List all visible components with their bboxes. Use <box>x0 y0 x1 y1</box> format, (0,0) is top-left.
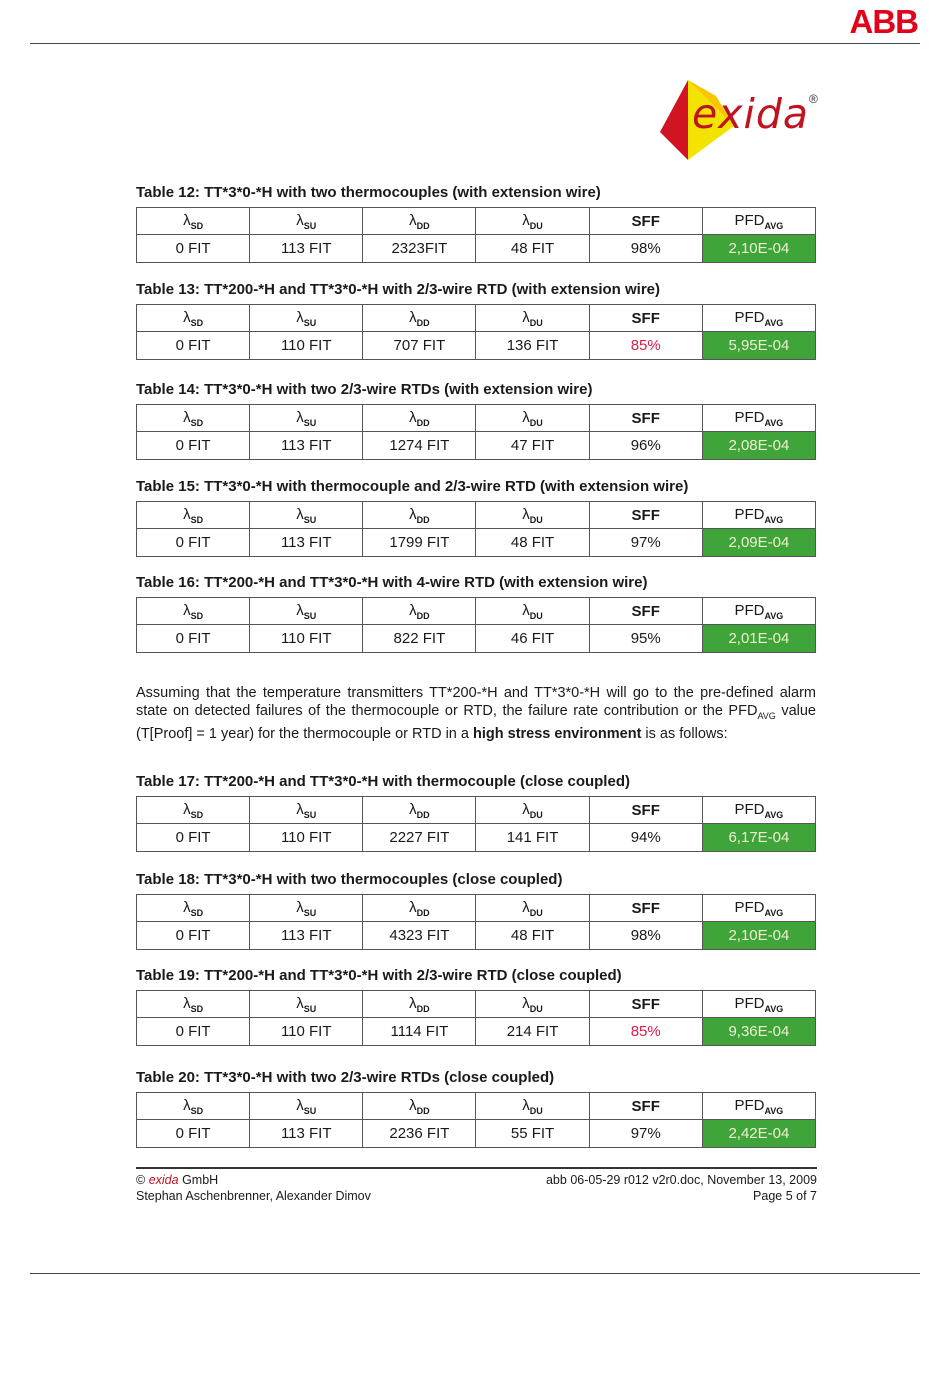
cell-sff: 98% <box>589 922 702 950</box>
cell-pfd-avg: 2,42E-04 <box>702 1120 815 1148</box>
header-lambda-dd: $\lambda_{DD}$ <box>363 598 476 625</box>
cell-lambda-su: 110 FIT <box>250 1018 363 1046</box>
cell-lambda-sd: 0 FIT <box>137 824 250 852</box>
header-lambda-sd: $\lambda_{SD}$ <box>137 895 250 922</box>
header-pfd-avg: $PFD_{AVG}$ <box>702 208 815 235</box>
failure-rate-table <box>136 990 816 1046</box>
table-header-row <box>137 1093 816 1120</box>
cell-lambda-su: 110 FIT <box>250 824 363 852</box>
header-lambda-sd: $\lambda_{SD}$ <box>137 208 250 235</box>
cell-lambda-sd: 0 FIT <box>137 332 250 360</box>
cell-lambda-du: 46 FIT <box>476 625 589 653</box>
footer-right <box>436 1172 817 1204</box>
header-lambda-su: $\lambda_{SU}$ <box>250 502 363 529</box>
header-lambda-du: $\lambda_{DU}$ <box>476 305 589 332</box>
cell-lambda-sd: 0 FIT <box>137 529 250 557</box>
header-sff: SFF <box>589 305 702 332</box>
cell-lambda-su: 110 FIT <box>250 332 363 360</box>
cell-lambda-dd: 707 FIT <box>363 332 476 360</box>
table-row <box>137 824 816 852</box>
cell-sff: 96% <box>589 432 702 460</box>
header-lambda-su: $\lambda_{SU}$ <box>250 208 363 235</box>
header-pfd-avg: $PFD_{AVG}$ <box>702 1093 815 1120</box>
header-lambda-du: $\lambda_{DU}$ <box>476 405 589 432</box>
header-pfd-avg: $PFD_{AVG}$ <box>702 502 815 529</box>
page-bottom-rule <box>30 1273 920 1274</box>
header-lambda-du: $\lambda_{DU}$ <box>476 895 589 922</box>
header-lambda-su: $\lambda_{SU}$ <box>250 895 363 922</box>
paragraph-text-1: Assuming that the temperature transmitters TT*200-*H and TT*3*0-*H will go to the pre-defined alarm state on detected failures of the thermocouple or RTD, the failure rate contribution or the PFD <box>136 685 816 720</box>
header-lambda-su: $\lambda_{SU}$ <box>250 797 363 824</box>
cell-lambda-du: 48 FIT <box>476 529 589 557</box>
header-sff: SFF <box>589 405 702 432</box>
cell-lambda-su: 110 FIT <box>250 625 363 653</box>
registered-mark: ® <box>809 92 818 106</box>
table-row <box>137 625 816 653</box>
header-lambda-sd: $\lambda_{SD}$ <box>137 305 250 332</box>
table-block <box>136 1068 816 1148</box>
header-lambda-sd: $\lambda_{SD}$ <box>137 405 250 432</box>
table-row <box>137 235 816 263</box>
header-sff: SFF <box>589 991 702 1018</box>
header-sff: SFF <box>589 208 702 235</box>
cell-lambda-su: 113 FIT <box>250 1120 363 1148</box>
table-caption: Table 14: TT*3*0-*H with two 2/3-wire RTDs (with extension wire) <box>136 381 593 398</box>
table-row <box>137 432 816 460</box>
failure-rate-table <box>136 597 816 653</box>
header-pfd-avg: $PFD_{AVG}$ <box>702 991 815 1018</box>
footer-company-italic: exida <box>148 1173 179 1187</box>
cell-sff: 85% <box>589 332 702 360</box>
table-row <box>137 1018 816 1046</box>
footer-company: GmbH <box>178 1173 219 1187</box>
cell-pfd-avg: 2,01E-04 <box>702 625 815 653</box>
failure-rate-table <box>136 1092 816 1148</box>
table-header-row <box>137 305 816 332</box>
header-lambda-dd: $\lambda_{DD}$ <box>363 797 476 824</box>
table-block <box>136 966 816 1046</box>
header-lambda-dd: $\lambda_{DD}$ <box>363 208 476 235</box>
header-lambda-sd: $\lambda_{SD}$ <box>137 598 250 625</box>
failure-rate-table <box>136 501 816 557</box>
cell-sff: 85% <box>589 1018 702 1046</box>
paragraph-text-3: is as follows: <box>641 726 728 743</box>
header-lambda-su: $\lambda_{SU}$ <box>250 1093 363 1120</box>
cell-lambda-du: 55 FIT <box>476 1120 589 1148</box>
cell-lambda-dd: 2227 FIT <box>363 824 476 852</box>
header-lambda-su: $\lambda_{SU}$ <box>250 991 363 1018</box>
header-lambda-dd: $\lambda_{DD}$ <box>363 1093 476 1120</box>
table-block <box>136 183 816 263</box>
header-lambda-sd: $\lambda_{SD}$ <box>137 991 250 1018</box>
table-caption: Table 17: TT*200-*H and TT*3*0-*H with thermocouple (close coupled) <box>136 773 630 790</box>
exida-wordmark: exida <box>692 90 810 138</box>
cell-lambda-su: 113 FIT <box>250 235 363 263</box>
failure-rate-table <box>136 304 816 360</box>
cell-pfd-avg: 9,36E-04 <box>702 1018 815 1046</box>
table-caption: Table 13: TT*200-*H and TT*3*0-*H with 2/3-wire RTD (with extension wire) <box>136 281 660 298</box>
header-lambda-du: $\lambda_{DU}$ <box>476 208 589 235</box>
cell-lambda-sd: 0 FIT <box>137 1120 250 1148</box>
table-caption: Table 19: TT*200-*H and TT*3*0-*H with 2/3-wire RTD (close coupled) <box>136 967 622 984</box>
header-lambda-sd: $\lambda_{SD}$ <box>137 502 250 529</box>
header-lambda-dd: $\lambda_{DD}$ <box>363 991 476 1018</box>
cell-lambda-du: 48 FIT <box>476 235 589 263</box>
table-caption: Table 12: TT*3*0-*H with two thermocouples (with extension wire) <box>136 184 601 201</box>
failure-rate-table <box>136 404 816 460</box>
footer-authors: Stephan Aschenbrenner, Alexander Dimov <box>136 1189 371 1203</box>
table-header-row <box>137 797 816 824</box>
cell-lambda-sd: 0 FIT <box>137 1018 250 1046</box>
header-lambda-du: $\lambda_{DU}$ <box>476 1093 589 1120</box>
cell-lambda-su: 113 FIT <box>250 432 363 460</box>
header-lambda-su: $\lambda_{SU}$ <box>250 305 363 332</box>
header-sff: SFF <box>589 1093 702 1120</box>
cell-lambda-dd: 1274 FIT <box>363 432 476 460</box>
cell-lambda-su: 113 FIT <box>250 529 363 557</box>
footer-rule <box>136 1167 817 1169</box>
header-pfd-avg: $PFD_{AVG}$ <box>702 405 815 432</box>
cell-pfd-avg: 2,09E-04 <box>702 529 815 557</box>
table-block <box>136 772 816 852</box>
header-lambda-du: $\lambda_{DU}$ <box>476 502 589 529</box>
header-sff: SFF <box>589 502 702 529</box>
header-lambda-su: $\lambda_{SU}$ <box>250 598 363 625</box>
table-header-row <box>137 991 816 1018</box>
table-row <box>137 332 816 360</box>
header-lambda-dd: $\lambda_{DD}$ <box>363 502 476 529</box>
table-header-row <box>137 208 816 235</box>
failure-rate-table <box>136 894 816 950</box>
table-row <box>137 1120 816 1148</box>
header-lambda-su: $\lambda_{SU}$ <box>250 405 363 432</box>
cell-pfd-avg: 2,08E-04 <box>702 432 815 460</box>
cell-lambda-sd: 0 FIT <box>137 432 250 460</box>
cell-sff: 98% <box>589 235 702 263</box>
header-sff: SFF <box>589 895 702 922</box>
table-caption: Table 15: TT*3*0-*H with thermocouple and 2/3-wire RTD (with extension wire) <box>136 478 689 495</box>
cell-lambda-dd: 1114 FIT <box>363 1018 476 1046</box>
table-block <box>136 477 816 557</box>
cell-sff: 95% <box>589 625 702 653</box>
cell-sff: 97% <box>589 529 702 557</box>
table-header-row <box>137 895 816 922</box>
header-lambda-du: $\lambda_{DU}$ <box>476 797 589 824</box>
table-caption: Table 20: TT*3*0-*H with two 2/3-wire RTDs (close coupled) <box>136 1069 555 1086</box>
table-row <box>137 529 816 557</box>
cell-sff: 94% <box>589 824 702 852</box>
table-header-row <box>137 502 816 529</box>
header-sff: SFF <box>589 598 702 625</box>
footer-docref: abb 06-05-29 r012 v2r0.doc, November 13, 2009 <box>545 1173 817 1187</box>
cell-pfd-avg: 2,10E-04 <box>702 922 815 950</box>
table-block <box>136 280 816 360</box>
header-lambda-sd: $\lambda_{SD}$ <box>137 797 250 824</box>
table-block <box>136 380 816 460</box>
paragraph-text-2: value (T[Proof] = 1 year) for the thermocouple or RTD in a <box>136 703 816 743</box>
paragraph-sub: AVG <box>757 711 776 722</box>
footer-page-number: Page 5 of 7 <box>753 1189 817 1203</box>
header-pfd-avg: $PFD_{AVG}$ <box>702 895 815 922</box>
failure-rate-table <box>136 796 816 852</box>
header-pfd-avg: $PFD_{AVG}$ <box>702 305 815 332</box>
cell-lambda-dd: 2323FIT <box>363 235 476 263</box>
cell-lambda-du: 214 FIT <box>476 1018 589 1046</box>
abb-logo: ABB <box>849 3 918 40</box>
cell-sff: 97% <box>589 1120 702 1148</box>
header-lambda-dd: $\lambda_{DD}$ <box>363 405 476 432</box>
stress-paragraph <box>136 684 816 744</box>
cell-lambda-su: 113 FIT <box>250 922 363 950</box>
table-header-row <box>137 405 816 432</box>
table-caption: Table 18: TT*3*0-*H with two thermocouples (close coupled) <box>136 871 563 888</box>
header-lambda-du: $\lambda_{DU}$ <box>476 991 589 1018</box>
paragraph-bold: high stress environment <box>473 726 642 743</box>
cell-pfd-avg: 6,17E-04 <box>702 824 815 852</box>
header-sff: SFF <box>589 797 702 824</box>
cell-lambda-dd: 2236 FIT <box>363 1120 476 1148</box>
table-caption: Table 16: TT*200-*H and TT*3*0-*H with 4-wire RTD (with extension wire) <box>136 574 648 591</box>
cell-lambda-dd: 4323 FIT <box>363 922 476 950</box>
header-rule <box>30 43 920 44</box>
header-lambda-du: $\lambda_{DU}$ <box>476 598 589 625</box>
table-row <box>137 922 816 950</box>
header-lambda-sd: $\lambda_{SD}$ <box>137 1093 250 1120</box>
cell-lambda-sd: 0 FIT <box>137 235 250 263</box>
cell-lambda-du: 47 FIT <box>476 432 589 460</box>
cell-lambda-du: 141 FIT <box>476 824 589 852</box>
header-pfd-avg: $PFD_{AVG}$ <box>702 797 815 824</box>
cell-lambda-dd: 1799 FIT <box>363 529 476 557</box>
header-lambda-dd: $\lambda_{DD}$ <box>363 895 476 922</box>
cell-lambda-du: 136 FIT <box>476 332 589 360</box>
cell-pfd-avg: 2,10E-04 <box>702 235 815 263</box>
table-header-row <box>137 598 816 625</box>
header-pfd-avg: $PFD_{AVG}$ <box>702 598 815 625</box>
failure-rate-table <box>136 207 816 263</box>
footer-left <box>136 1172 371 1204</box>
table-block <box>136 870 816 950</box>
cell-lambda-sd: 0 FIT <box>137 625 250 653</box>
cell-lambda-sd: 0 FIT <box>137 922 250 950</box>
cell-lambda-dd: 822 FIT <box>363 625 476 653</box>
cell-pfd-avg: 5,95E-04 <box>702 332 815 360</box>
copyright-symbol: © <box>136 1173 146 1187</box>
cell-lambda-du: 48 FIT <box>476 922 589 950</box>
exida-logo <box>656 76 826 166</box>
header-lambda-dd: $\lambda_{DD}$ <box>363 305 476 332</box>
table-block <box>136 573 816 653</box>
